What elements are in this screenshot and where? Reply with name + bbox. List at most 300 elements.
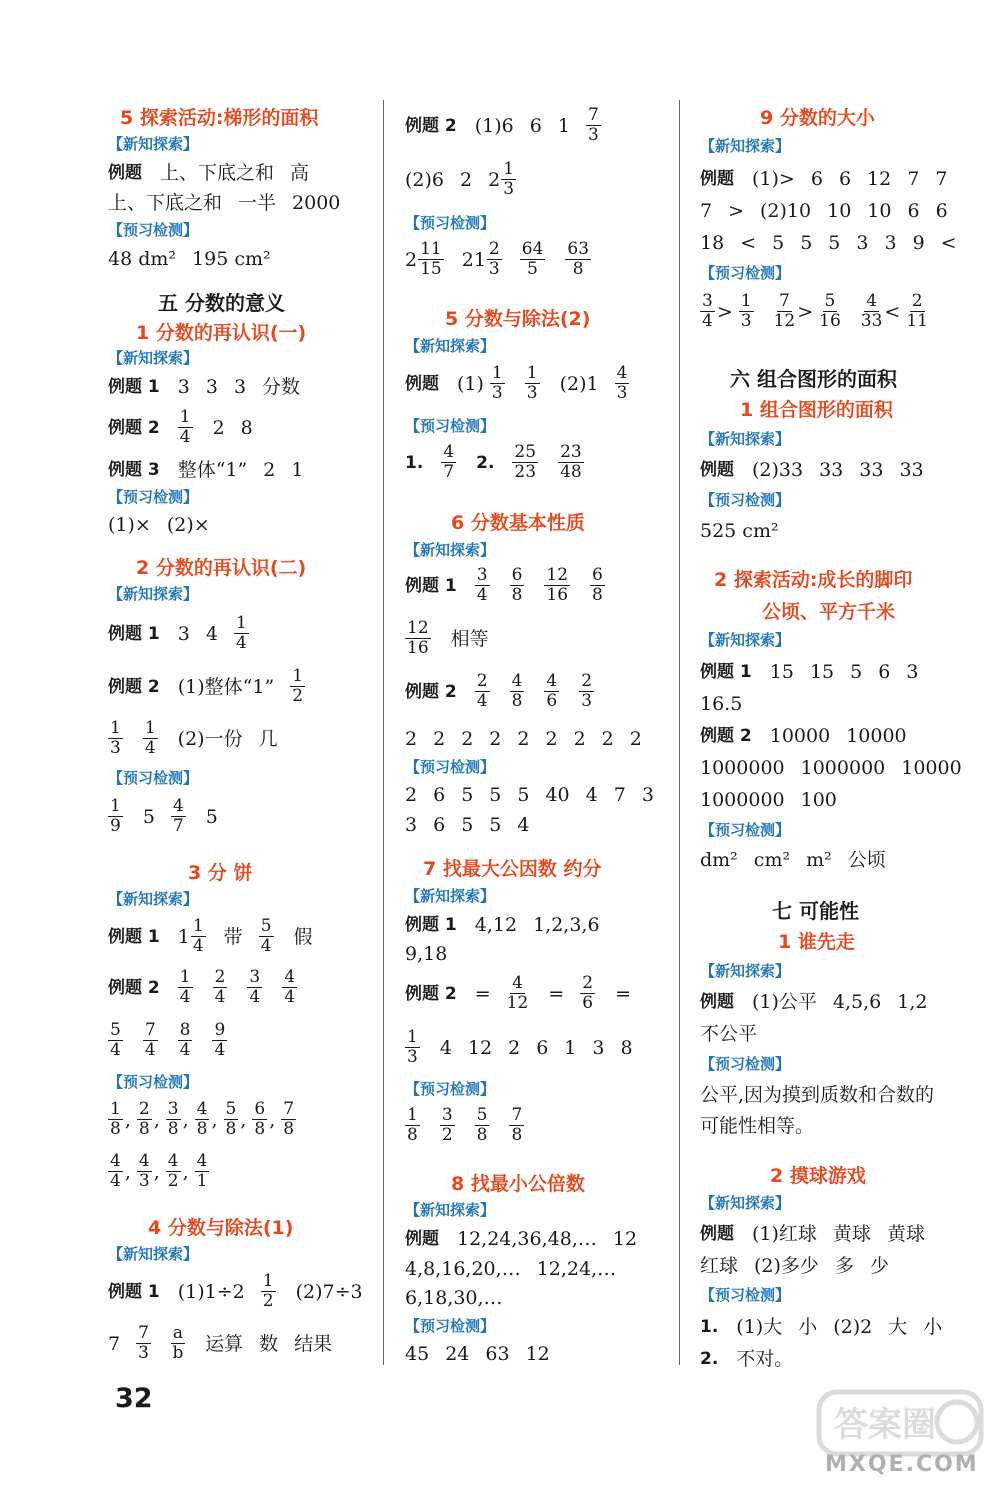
answer-token: <: [940, 232, 957, 254]
answer-token: (2)一份: [177, 727, 243, 750]
denominator: 7: [172, 816, 184, 836]
numerator: 1: [192, 916, 204, 936]
answer-token: 7: [613, 784, 626, 806]
answer-token: 2: [573, 728, 586, 750]
example-label: 例题: [700, 992, 734, 1012]
answer-line: [108, 1021, 247, 1060]
answer-token: 2: [461, 728, 474, 750]
answer-token: (1)大: [736, 1316, 783, 1338]
answer-token: 1: [291, 459, 304, 481]
fraction: [441, 443, 456, 482]
answer-token: 5: [489, 814, 502, 836]
example-label: 例题 2: [108, 977, 160, 998]
answer-token: 33: [819, 459, 844, 481]
answer-token: 4,12: [474, 914, 518, 936]
fraction: [475, 672, 490, 711]
numerator: 7: [283, 1099, 295, 1119]
example-label: 例题 2: [108, 417, 160, 438]
answer-token: =: [548, 982, 565, 1005]
denominator: 4: [284, 987, 296, 1007]
answer-token: 相等: [450, 627, 489, 650]
fraction: [166, 1100, 181, 1139]
fraction: [700, 292, 715, 331]
answer-token: 5: [828, 232, 841, 254]
answer-token: 3: [884, 232, 897, 254]
answer-line: [405, 106, 621, 145]
example-label: 例题: [405, 1229, 439, 1249]
answer-token: 2000: [292, 192, 341, 214]
answer-token: 6: [529, 114, 542, 137]
section-title: 1 分数的再认识(一): [136, 322, 307, 344]
numerator: 3: [441, 1105, 453, 1125]
numerator: 8: [179, 1020, 191, 1040]
fraction: [247, 968, 262, 1007]
numerator: 5: [824, 291, 836, 311]
fraction: [171, 797, 186, 836]
answer-token: 5: [461, 784, 474, 806]
answer-token: 6: [810, 168, 823, 190]
fraction: [475, 566, 490, 605]
answer-token: 可能性相等。: [700, 1115, 815, 1137]
answer-token: >: [728, 200, 745, 222]
answer-token: 上、下底之和: [160, 162, 275, 184]
denominator: 4: [476, 691, 488, 711]
answer-token: 7: [108, 1332, 121, 1355]
answer-token: 10000: [769, 725, 831, 747]
answer-token: 高: [290, 162, 310, 184]
column-divider: [383, 100, 384, 1365]
answer-line: [700, 457, 940, 483]
example-label: 例题: [405, 373, 439, 394]
fraction: [418, 240, 444, 279]
fraction: [261, 1272, 276, 1311]
example-label: 例题: [700, 460, 734, 480]
answer-token: 10: [867, 200, 892, 222]
numerator: 5: [225, 1099, 237, 1119]
answer-token: 2: [629, 728, 642, 750]
section-tag: 【新知探索】: [700, 1194, 791, 1212]
denominator: 7: [443, 462, 455, 482]
answer-token: 红球: [700, 1255, 739, 1277]
denominator: 2: [441, 1125, 453, 1145]
fraction: [405, 1028, 420, 1067]
answer-token: 2: [405, 784, 418, 806]
section-title: 3 分 饼: [188, 862, 253, 884]
mixed-number: [488, 160, 518, 199]
numerator: 4: [284, 967, 296, 987]
answer-token: 5: [205, 805, 218, 828]
numerator: 1: [179, 967, 191, 987]
answer-token: 3: [177, 376, 190, 398]
numerator: 1: [110, 1099, 121, 1119]
denominator: 3: [491, 383, 503, 403]
fraction: [512, 443, 538, 482]
section-tag: 【预习检测】: [108, 488, 199, 506]
answer-token: 几: [258, 727, 278, 750]
section-title: 2 探索活动:成长的脚印: [714, 569, 913, 591]
answer-line: [405, 240, 611, 279]
answer-token: 1,2: [897, 991, 928, 1013]
section-title: 8 找最小公倍数: [451, 1173, 585, 1195]
section-tag: 【新知探索】: [108, 135, 199, 153]
section-tag: 【新知探索】: [405, 337, 496, 355]
answer-token: (2)多少: [754, 1255, 819, 1277]
answer-token: ,: [153, 1108, 160, 1131]
answer-token: <: [884, 300, 901, 323]
answer-token: 上、下底之和: [108, 192, 223, 214]
answer-token: 12: [612, 1228, 638, 1250]
denominator: 4: [110, 1040, 121, 1060]
numerator: 2: [476, 671, 488, 691]
numerator: 2: [488, 239, 500, 259]
answer-token: 1000000: [700, 789, 785, 811]
answer-line: [108, 719, 294, 758]
answer-line: [405, 1226, 653, 1252]
answer-token: 一半: [238, 192, 277, 214]
answer-token: 4: [585, 784, 598, 806]
example-label: 例题 1: [108, 623, 160, 644]
example-label: 例题 1: [108, 1281, 160, 1302]
fraction: [558, 443, 584, 482]
fraction: [490, 364, 505, 403]
denominator: 1: [196, 1171, 208, 1191]
denominator: 6: [546, 691, 558, 711]
answer-token: 5: [142, 805, 155, 828]
numerator: 7: [511, 1105, 523, 1125]
chapter-heading: 五 分数的意义: [158, 291, 285, 315]
denominator: 12: [506, 993, 529, 1013]
numerator: 1: [262, 1271, 274, 1291]
mixed-number: [405, 240, 446, 279]
denominator: 3: [740, 311, 752, 331]
section-tag: 【预习检测】: [405, 417, 496, 435]
answer-line: [108, 160, 325, 186]
answer-token: 2: [508, 1036, 521, 1059]
answer-line: [700, 230, 973, 256]
fraction: [501, 160, 516, 199]
section-title: 6 分数基本性质: [451, 512, 585, 534]
numerator: 7: [138, 1323, 149, 1343]
example-label: 例题 2: [405, 983, 457, 1004]
answer-token: dm²: [700, 849, 738, 871]
section-title: 1 组合图形的面积: [740, 399, 893, 421]
denominator: 3: [581, 691, 593, 711]
example-label: 例题 2: [405, 115, 457, 136]
numerator: 25: [514, 442, 537, 462]
fraction: [281, 1100, 296, 1139]
answer-token: 10000: [846, 725, 907, 747]
answer-token: 9: [912, 232, 925, 254]
denominator: 8: [167, 1119, 179, 1139]
denominator: 6: [582, 993, 594, 1013]
numerator: 6: [592, 565, 603, 585]
section-tag: 【预习检测】: [108, 769, 199, 787]
example-label: 例题 2: [108, 676, 160, 697]
numerator: 4: [167, 1151, 179, 1171]
fraction: [819, 292, 841, 331]
answer-token: 16.5: [700, 693, 743, 715]
example-label: 1.: [405, 452, 424, 473]
numerator: 6: [254, 1099, 266, 1119]
numerator: 3: [249, 967, 261, 987]
numerator: 4: [511, 671, 523, 691]
denominator: 8: [511, 1125, 523, 1145]
numerator: 12: [407, 618, 429, 638]
fraction: [580, 974, 595, 1013]
numerator: 63: [567, 239, 590, 259]
denominator: 8: [407, 1125, 418, 1145]
answer-line: [700, 1314, 958, 1340]
section-tag: 【新知探索】: [405, 541, 496, 559]
fraction: [191, 917, 206, 956]
denominator: 12: [773, 311, 796, 331]
denominator: 3: [488, 259, 500, 279]
answer-token: >: [716, 300, 733, 323]
section-title: 2 分数的再认识(二): [136, 557, 307, 579]
answer-token: 3: [177, 622, 190, 645]
denominator: b: [172, 1343, 184, 1363]
answer-token: 10: [827, 200, 852, 222]
numerator: 4: [866, 291, 878, 311]
denominator: 4: [144, 1040, 156, 1060]
answer-token: 小: [798, 1316, 818, 1338]
mixed-number: [178, 917, 208, 956]
answer-line: [405, 1256, 632, 1282]
answer-token: (2)6: [405, 168, 445, 191]
fraction: [195, 1100, 210, 1139]
denominator: 8: [592, 585, 603, 605]
denominator: 3: [616, 383, 628, 403]
answer-token: 7: [700, 200, 713, 222]
fraction: [224, 1100, 239, 1139]
numerator: 9: [214, 1020, 226, 1040]
denominator: 16: [407, 638, 429, 658]
answer-token: 不对。: [736, 1348, 794, 1370]
answer-token: 5: [772, 232, 785, 254]
numerator: 2: [911, 291, 923, 311]
section-title: 7 找最大公因数 约分: [423, 858, 602, 880]
answer-token: 45: [405, 1343, 430, 1365]
answer-token: 33: [899, 459, 924, 481]
answer-token: =: [474, 982, 491, 1005]
answer-line: [700, 292, 948, 331]
denominator: 4: [476, 585, 488, 605]
answer-token: 数: [259, 1332, 279, 1355]
numerator: 4: [196, 1099, 208, 1119]
section-tag: 【预习检测】: [700, 821, 791, 839]
numerator: 4: [172, 796, 184, 816]
answer-token: 7: [935, 168, 948, 190]
numerator: 4: [110, 1151, 121, 1171]
denominator: 4: [192, 936, 204, 956]
section-tag: 【预习检测】: [405, 1080, 496, 1098]
answer-token: 3: [641, 784, 654, 806]
example-label: 例题 1: [108, 377, 160, 397]
answer-token: 12: [525, 1343, 550, 1365]
answer-token: 8: [240, 416, 253, 439]
answer-token: 525 cm²: [700, 520, 779, 542]
denominator: 15: [420, 259, 442, 279]
fraction: [544, 672, 559, 711]
answer-token: 4,8,16,20,…: [405, 1258, 521, 1280]
denominator: 16: [819, 311, 841, 331]
answer-line: [700, 787, 853, 813]
example-label: 例题 2: [405, 681, 457, 702]
answer-token: 9,18: [405, 943, 448, 965]
answer-token: 1,2,3,6: [533, 914, 600, 936]
fraction: [178, 408, 193, 447]
answer-token: 63: [485, 1343, 510, 1365]
fraction: [440, 1106, 455, 1145]
example-label: 例题 1: [405, 575, 457, 596]
answer-token: 48 dm²: [108, 248, 177, 270]
answer-line: [405, 1341, 566, 1367]
denominator: 8: [110, 1119, 121, 1139]
denominator: 2: [292, 686, 304, 706]
answer-token: 2: [212, 416, 225, 439]
answer-token: 6,18,30,…: [405, 1287, 503, 1309]
fraction: [178, 968, 193, 1007]
answer-line: [700, 755, 978, 781]
answer-token: 1000000: [800, 757, 886, 779]
section-title: 2 摸球游戏: [770, 1165, 866, 1187]
section-tag: 【新知探索】: [108, 890, 199, 908]
answer-token: 假: [293, 925, 313, 948]
denominator: 3: [138, 1171, 150, 1191]
answer-token: 12: [467, 1036, 493, 1059]
section-tag: 【新知探索】: [700, 962, 791, 980]
whole-part: 1: [177, 925, 190, 948]
answer-line: [405, 1028, 649, 1067]
answer-token: 结果: [294, 1332, 333, 1355]
section-tag: 【新知探索】: [700, 137, 791, 155]
numerator: 5: [110, 1020, 121, 1040]
fraction: [579, 672, 594, 711]
fraction: [861, 292, 883, 331]
answer-line: [700, 989, 944, 1015]
section-tag: 【预习检测】: [700, 264, 791, 282]
numerator: 1: [110, 796, 121, 816]
denominator: 8: [511, 691, 523, 711]
answer-line: [108, 968, 317, 1007]
denominator: 4: [179, 1040, 191, 1060]
answer-token: 4: [517, 814, 530, 836]
numerator: 23: [560, 442, 582, 462]
answer-line: [700, 1021, 773, 1047]
numerator: 1: [144, 718, 156, 738]
numerator: 7: [144, 1020, 156, 1040]
answer-line: [108, 246, 287, 272]
numerator: 12: [546, 565, 569, 585]
denominator: 5: [527, 259, 538, 279]
answer-line: [108, 1272, 379, 1311]
fraction: [143, 1021, 158, 1060]
answer-token: (1)公平: [752, 991, 817, 1013]
numerator: 1: [292, 666, 304, 686]
numerator: 4: [546, 671, 558, 691]
answer-token: (2)10: [760, 200, 812, 222]
chapter-heading: 七 可能性: [772, 899, 859, 923]
answer-token: 4: [439, 1036, 452, 1059]
example-label: 例题 1: [405, 915, 457, 935]
fraction: [590, 566, 605, 605]
answer-line: [700, 198, 964, 224]
whole-part: 2: [488, 168, 501, 191]
answer-token: 2: [433, 728, 446, 750]
example-label: 例题: [700, 169, 734, 189]
answer-token: (2)1: [559, 372, 599, 395]
answer-token: 3: [233, 376, 247, 398]
fraction: [565, 240, 591, 279]
answer-token: 不公平: [700, 1023, 758, 1045]
fraction: [405, 619, 431, 658]
denominator: 3: [110, 738, 121, 758]
fraction: [586, 106, 601, 145]
section-tag: 【新知探索】: [108, 349, 199, 367]
answer-token: >: [797, 300, 814, 323]
watermark-url: MXQE.COM: [825, 1452, 979, 1477]
answer-token: 12: [867, 168, 892, 190]
numerator: 11: [420, 239, 442, 259]
answer-token: m²: [806, 849, 832, 871]
answer-line: [700, 1113, 830, 1139]
denominator: 4: [214, 987, 226, 1007]
fraction: [171, 1324, 185, 1363]
section-tag: 【新知探索】: [108, 585, 199, 603]
section-tag: 【新知探索】: [700, 631, 791, 649]
denominator: 8: [572, 259, 584, 279]
answer-line: [700, 1221, 941, 1247]
denominator: 4: [702, 311, 713, 331]
answer-token: ,: [124, 1108, 131, 1131]
denominator: 4: [249, 987, 261, 1007]
denominator: 4: [214, 1040, 226, 1060]
fraction: [166, 1152, 181, 1191]
numerator: 1: [526, 363, 538, 383]
answer-token: 7: [907, 168, 920, 190]
answer-token: =: [615, 982, 631, 1005]
answer-token: (1)整体“1”: [177, 675, 275, 698]
answer-token: (2)2: [833, 1316, 873, 1338]
answer-line: [700, 1082, 950, 1108]
answer-token: 3: [906, 661, 919, 683]
fraction: [774, 292, 796, 331]
answer-line: [108, 1324, 348, 1363]
fraction: [290, 667, 305, 706]
section-title: 4 分数与除法(1): [148, 1217, 294, 1239]
denominator: 23: [514, 462, 537, 482]
answer-line: [405, 812, 545, 838]
answer-token: 15: [769, 661, 794, 683]
answer-token: 黄球: [832, 1223, 871, 1245]
answer-token: 10000: [901, 757, 962, 779]
example-label: 例题: [108, 163, 142, 183]
example-label: 2.: [476, 452, 495, 473]
column-divider: [679, 100, 680, 1365]
section-tag: 【预习检测】: [405, 1317, 496, 1335]
answer-line: [108, 457, 319, 483]
answer-line: [108, 408, 269, 447]
fraction: [108, 719, 123, 758]
denominator: 3: [407, 1047, 418, 1067]
answer-token: 15: [809, 661, 835, 683]
answer-token: 18: [700, 232, 725, 254]
answer-line: [700, 1253, 905, 1279]
numerator: 4: [512, 973, 523, 993]
denominator: 3: [526, 383, 538, 403]
answer-token: 2: [601, 728, 614, 750]
section-title: 1 谁先走: [778, 931, 855, 953]
